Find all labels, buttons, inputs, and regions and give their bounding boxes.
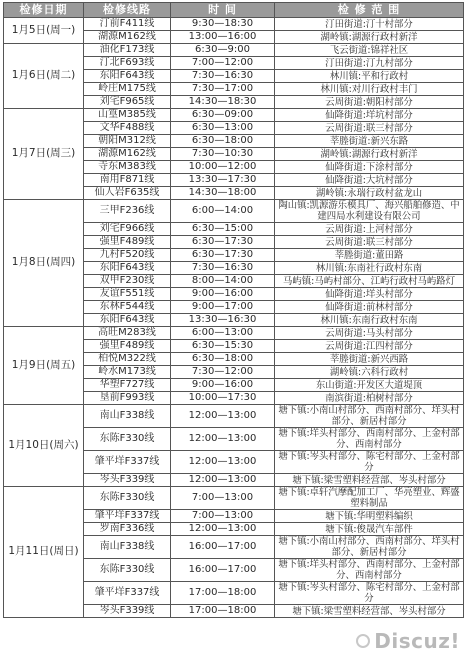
range-cell: 塘下镇:华明塑料编织 xyxy=(275,510,464,523)
range-cell: 飞云街道:锦祥社区 xyxy=(275,44,464,57)
range-cell: 塘下镇:小南山村部分、西南村部分、垟头村部分、新居村部分 xyxy=(275,405,464,428)
time-cell: 6:00—13:00 xyxy=(171,327,275,340)
time-cell: 16:00—17:00 xyxy=(171,559,275,582)
watermark xyxy=(356,629,460,653)
range-cell: 云周街道:联三村部分 xyxy=(275,236,464,249)
time-cell: 6:30—15:30 xyxy=(171,340,275,353)
range-cell: 云周街道:马头村部分 xyxy=(275,327,464,340)
range-cell: 林川镇:东南行政村东南 xyxy=(275,314,464,327)
time-cell: 6:30—9:00 xyxy=(171,44,275,57)
line-cell: 强里F489线 xyxy=(84,340,171,353)
maintenance-schedule-table xyxy=(3,2,464,618)
watermark-logo-icon xyxy=(356,634,370,648)
line-cell: 岭庄M175线 xyxy=(84,83,171,96)
range-cell: 南滨街道:柏树村部分 xyxy=(275,392,464,405)
time-cell: 13:30—16:30 xyxy=(171,314,275,327)
range-cell: 林川镇:东南社行政村东南 xyxy=(275,262,464,275)
time-cell: 9:00—17:00 xyxy=(171,301,275,314)
range-cell: 塘下镇:垟头村部分、西南村部分、上金村部分、西南村部分 xyxy=(275,428,464,451)
range-cell: 塘下镇:岑头村部分、陈宅村部分、上金村部分 xyxy=(275,451,464,474)
time-cell: 7:30—10:30 xyxy=(171,148,275,161)
line-cell: 肇平垟F337线 xyxy=(84,451,171,474)
table-row xyxy=(4,487,464,510)
time-cell: 7:30—16:30 xyxy=(171,262,275,275)
range-cell: 仙降街道:下涂村部分 xyxy=(275,161,464,174)
line-cell: 东阳F643线 xyxy=(84,314,171,327)
range-cell: 莘塍街道:董田路 xyxy=(275,249,464,262)
line-cell: 柏悦M322线 xyxy=(84,353,171,366)
time-cell: 12:00—13:00 xyxy=(171,474,275,487)
date-cell: 1月11日(周日) xyxy=(4,487,84,618)
line-cell: 仙人岩F635线 xyxy=(84,187,171,200)
line-cell: 高旺M283线 xyxy=(84,327,171,340)
time-cell: 6:30—15:00 xyxy=(171,223,275,236)
time-cell: 7:30—17:00 xyxy=(171,83,275,96)
time-cell: 6:30—13:00 xyxy=(171,122,275,135)
table-row xyxy=(4,18,464,31)
line-cell: 岭水M173线 xyxy=(84,366,171,379)
watermark-text: Discuz! xyxy=(374,629,460,653)
line-cell: 强里F489线 xyxy=(84,236,171,249)
date-cell: 1月6日(周二) xyxy=(4,44,84,109)
range-cell: 云周街道:江四村部分 xyxy=(275,340,464,353)
header-time: 时 间 xyxy=(171,3,275,18)
line-cell: 东阳F643线 xyxy=(84,70,171,83)
time-cell: 9:00—16:00 xyxy=(171,288,275,301)
line-cell: 刘宅F965线 xyxy=(84,96,171,109)
time-cell: 13:00—16:00 xyxy=(171,31,275,44)
time-cell: 6:00—14:00 xyxy=(171,200,275,223)
header-date: 检修日期 xyxy=(4,3,84,18)
time-cell: 7:00—13:00 xyxy=(171,487,275,510)
range-cell: 东山街道:开发区大道堤顶 xyxy=(275,379,464,392)
range-cell: 仙降街道:垟坑村部分 xyxy=(275,109,464,122)
range-cell: 云周街道:朝阳村部分 xyxy=(275,96,464,109)
time-cell: 12:00—13:00 xyxy=(171,523,275,536)
line-cell: 岑头F339线 xyxy=(84,605,171,618)
range-cell: 仙降街道:前林村部分 xyxy=(275,301,464,314)
line-cell: 华塑F727线 xyxy=(84,379,171,392)
range-cell: 塘下镇:垟头村部分、西南村部分、上金村部分、西南村部分 xyxy=(275,559,464,582)
line-cell: 东陈F330线 xyxy=(84,487,171,510)
time-cell: 12:00—13:00 xyxy=(171,405,275,428)
date-cell: 1月10日(周六) xyxy=(4,405,84,487)
line-cell: 东陈F330线 xyxy=(84,428,171,451)
range-cell: 湖岭镇:六科行政村 xyxy=(275,366,464,379)
time-cell: 7:30—12:00 xyxy=(171,366,275,379)
line-cell: 东林F544线 xyxy=(84,301,171,314)
range-cell: 陶山镇:凯源游乐模具厂、海兴船舶修造、中建四局水利建设有限公司 xyxy=(275,200,464,223)
line-cell: 岑头F339线 xyxy=(84,474,171,487)
line-cell: 南用F871线 xyxy=(84,174,171,187)
header-row xyxy=(4,3,464,18)
range-cell: 塘下镇:俊晟汽车部件 xyxy=(275,523,464,536)
header-line: 检修线路 xyxy=(84,3,171,18)
line-cell: 寺东M383线 xyxy=(84,161,171,174)
range-cell: 林川镇:对川行政村丰门 xyxy=(275,83,464,96)
time-cell: 6:30—18:00 xyxy=(171,135,275,148)
line-cell: 刘宅F966线 xyxy=(84,223,171,236)
range-cell: 莘塍街道:新兴西路 xyxy=(275,353,464,366)
time-cell: 7:00—12:00 xyxy=(171,57,275,70)
line-cell: 文华F488线 xyxy=(84,122,171,135)
range-cell: 林川镇:平和行政村 xyxy=(275,70,464,83)
time-cell: 8:00—14:00 xyxy=(171,275,275,288)
line-cell: 九村F520线 xyxy=(84,249,171,262)
line-cell: 东阳F643线 xyxy=(84,262,171,275)
time-cell: 6:30—17:30 xyxy=(171,236,275,249)
range-cell: 湖岭镇:湖源行政村新洋 xyxy=(275,31,464,44)
range-cell: 仙降街道:垟头村部分 xyxy=(275,288,464,301)
line-cell: 油化F173线 xyxy=(84,44,171,57)
table-row xyxy=(4,405,464,428)
range-cell: 塘下镇:小南山村部分、西南村部分、垟头村部分、新居村部分 xyxy=(275,536,464,559)
range-cell: 塘下镇:卓轩汽摩配加工厂、华亮塑业、辉盛塑料制品 xyxy=(275,487,464,510)
line-cell: 肇平垟F337线 xyxy=(84,582,171,605)
table-row xyxy=(4,327,464,340)
line-cell: 双甲F230线 xyxy=(84,275,171,288)
line-cell: 南山F338线 xyxy=(84,536,171,559)
table-body xyxy=(4,18,464,618)
range-cell: 塘下镇:梁雪塑料经营部、岑头村部分 xyxy=(275,474,464,487)
date-cell: 1月7日(周三) xyxy=(4,109,84,200)
range-cell: 莘塍街道:新兴东路 xyxy=(275,135,464,148)
line-cell: 朝阳M312线 xyxy=(84,135,171,148)
table-row xyxy=(4,109,464,122)
time-cell: 6:30—09:00 xyxy=(171,109,275,122)
line-cell: 湖源M162线 xyxy=(84,148,171,161)
time-cell: 6:30—17:30 xyxy=(171,249,275,262)
line-cell: 汀北F693线 xyxy=(84,57,171,70)
range-cell: 塘下镇:岑头村部分、陈宅村部分、上金村部分 xyxy=(275,582,464,605)
range-cell: 马屿镇:马屿村部分、江屿行政村马屿路灯 xyxy=(275,275,464,288)
line-cell: 三甲F236线 xyxy=(84,200,171,223)
range-cell: 汀田街道:汀十村部分 xyxy=(275,18,464,31)
range-cell: 仙降街道:大坑村部分 xyxy=(275,174,464,187)
header-range: 检 修 范 围 xyxy=(275,3,464,18)
table-row xyxy=(4,44,464,57)
range-cell: 云周街道:联三村部分 xyxy=(275,122,464,135)
time-cell: 9:30—18:30 xyxy=(171,18,275,31)
line-cell: 肇平垟F337线 xyxy=(84,510,171,523)
line-cell: 山篁M385线 xyxy=(84,109,171,122)
time-cell: 17:00—18:00 xyxy=(171,582,275,605)
table-row xyxy=(4,200,464,223)
time-cell: 14:30—18:30 xyxy=(171,96,275,109)
time-cell: 12:00—13:00 xyxy=(171,451,275,474)
line-cell: 友谊F551线 xyxy=(84,288,171,301)
time-cell: 16:00—17:00 xyxy=(171,536,275,559)
line-cell: 汀前F411线 xyxy=(84,18,171,31)
range-cell: 汀田街道:汀九村部分 xyxy=(275,57,464,70)
range-cell: 湖岭镇:永瑞行政村盆龙山 xyxy=(275,187,464,200)
time-cell: 12:00—13:00 xyxy=(171,428,275,451)
line-cell: 罗南F336线 xyxy=(84,523,171,536)
time-cell: 13:30—17:30 xyxy=(171,174,275,187)
range-cell: 塘下镇:梁雪塑料经营部、岑头村部分 xyxy=(275,605,464,618)
time-cell: 10:00—17:30 xyxy=(171,392,275,405)
line-cell: 东陈F330线 xyxy=(84,559,171,582)
time-cell: 7:00—13:00 xyxy=(171,510,275,523)
time-cell: 10:00—12:00 xyxy=(171,161,275,174)
time-cell: 9:00—16:00 xyxy=(171,379,275,392)
date-cell: 1月5日(周一) xyxy=(4,18,84,44)
table-header xyxy=(4,3,464,18)
time-cell: 7:30—16:30 xyxy=(171,70,275,83)
date-cell: 1月8日(周四) xyxy=(4,200,84,327)
line-cell: 南山F338线 xyxy=(84,405,171,428)
time-cell: 17:00—18:00 xyxy=(171,605,275,618)
line-cell: 湖源M162线 xyxy=(84,31,171,44)
time-cell: 14:30—18:00 xyxy=(171,187,275,200)
range-cell: 湖岭镇:湖源行政村新洋 xyxy=(275,148,464,161)
date-cell: 1月9日(周五) xyxy=(4,327,84,405)
time-cell: 6:30—18:00 xyxy=(171,353,275,366)
line-cell: 垦前F993线 xyxy=(84,392,171,405)
range-cell: 云周街道:上河村部分 xyxy=(275,223,464,236)
